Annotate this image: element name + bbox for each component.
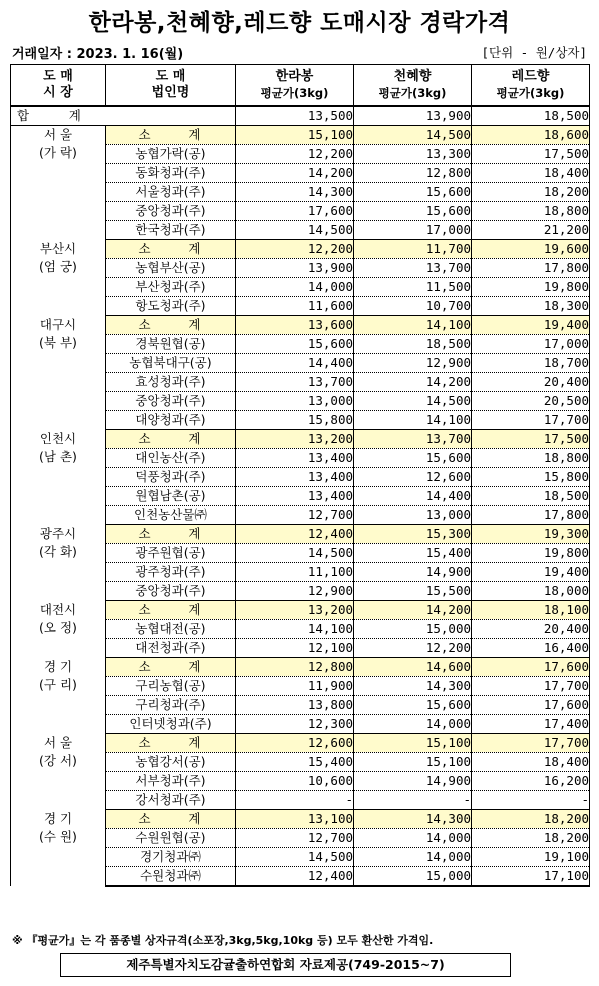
price-cheonhyehyang: 14,000 [354, 829, 472, 848]
price-redhyang: 21,200 [472, 221, 590, 240]
price-cheonhyehyang: 14,500 [354, 126, 472, 145]
price-redhyang: 18,800 [472, 449, 590, 468]
price-redhyang: - [472, 791, 590, 810]
price-redhyang: 20,400 [472, 373, 590, 392]
corp-name: 효성청과(주) [106, 373, 236, 392]
corp-header [106, 65, 236, 107]
price-redhyang: 19,400 [472, 563, 590, 582]
price-redhyang: 17,100 [472, 867, 590, 887]
price-hallabong: 15,600 [236, 335, 354, 354]
price-hallabong: 12,400 [236, 525, 354, 544]
price-cheonhyehyang: 14,300 [354, 677, 472, 696]
price-cheonhyehyang: 13,700 [354, 259, 472, 278]
note-mark: ※ [12, 934, 23, 947]
price-cheonhyehyang: 14,000 [354, 715, 472, 734]
header-row [11, 65, 590, 107]
price-redhyang: 17,400 [472, 715, 590, 734]
corp-name: 중앙청과(주) [106, 202, 236, 221]
market-header-line1: 도 매 [43, 69, 73, 84]
price-hallabong: 13,800 [236, 696, 354, 715]
market-name [11, 430, 106, 525]
price-hallabong: 12,700 [236, 829, 354, 848]
price-cheonhyehyang: 15,100 [354, 734, 472, 753]
price-cheonhyehyang: 15,600 [354, 202, 472, 221]
hallabong-header [236, 65, 354, 107]
corp-name: 대양청과(주) [106, 411, 236, 430]
price-hallabong: 13,400 [236, 449, 354, 468]
subtotal-row [11, 810, 590, 829]
price-cheonhyehyang: 17,000 [354, 221, 472, 240]
price-redhyang: 18,200 [472, 829, 590, 848]
subtotal-label: 소 계 [106, 316, 236, 335]
price-cheonhyehyang: 15,600 [354, 449, 472, 468]
price-hallabong: 12,200 [236, 145, 354, 164]
col-name: 천혜향 [393, 69, 432, 84]
price-hallabong: 12,300 [236, 715, 354, 734]
price-hallabong: 14,100 [236, 620, 354, 639]
price-table [10, 64, 590, 887]
corp-name: 대인농산(주) [106, 449, 236, 468]
col-name: 한라봉 [275, 69, 314, 84]
page-title: 한라봉,천혜향,레드향 도매시장 경락가격 [88, 10, 511, 36]
corp-name: 서울청과(주) [106, 183, 236, 202]
col-sub: 평균가(3kg) [496, 86, 565, 100]
corp-name: 농협강서(공) [106, 753, 236, 772]
price-redhyang: 18,400 [472, 753, 590, 772]
price-redhyang: 19,300 [472, 525, 590, 544]
source-box: 제주특별자치도감귤출하연합회 자료제공(749-2015~7) [60, 953, 511, 977]
market-name-line: (엄 궁) [39, 258, 77, 274]
price-redhyang: 17,600 [472, 658, 590, 677]
price-hallabong: 12,700 [236, 506, 354, 525]
price-cheonhyehyang: 14,900 [354, 563, 472, 582]
market-name-line: 대구시 [39, 316, 77, 332]
price-cheonhyehyang: 12,600 [354, 468, 472, 487]
market-name-line: (구 리) [39, 676, 77, 692]
price-redhyang: 15,800 [472, 468, 590, 487]
price-redhyang: 20,500 [472, 392, 590, 411]
price-hallabong: 13,100 [236, 810, 354, 829]
corp-name: 농협부산(공) [106, 259, 236, 278]
price-redhyang: 19,800 [472, 278, 590, 297]
corp-name: 인천농산물㈜ [106, 506, 236, 525]
price-cheonhyehyang: 15,600 [354, 183, 472, 202]
price-hallabong: 13,400 [236, 487, 354, 506]
market-name-line: 경 기 [43, 658, 73, 674]
corp-name: 구리농협(공) [106, 677, 236, 696]
price-cheonhyehyang: 15,100 [354, 753, 472, 772]
price-hallabong: 14,200 [236, 164, 354, 183]
market-name-line: (오 정) [39, 619, 77, 635]
price-cheonhyehyang: 12,900 [354, 354, 472, 373]
price-redhyang: 18,200 [472, 183, 590, 202]
corp-name: 인터넷청과(주) [106, 715, 236, 734]
price-hallabong: 14,500 [236, 221, 354, 240]
total-row [11, 106, 590, 126]
price-hallabong: - [236, 791, 354, 810]
price-cheonhyehyang: 15,000 [354, 620, 472, 639]
price-hallabong: 13,200 [236, 601, 354, 620]
corp-name: 중앙청과(주) [106, 392, 236, 411]
subtotal-label: 소 계 [106, 240, 236, 259]
corp-name: 구리청과(주) [106, 696, 236, 715]
price-cheonhyehyang: 14,300 [354, 810, 472, 829]
col-name: 레드향 [511, 69, 550, 84]
price-hallabong: 15,800 [236, 411, 354, 430]
price-hallabong: 13,900 [236, 259, 354, 278]
price-hallabong: 12,800 [236, 658, 354, 677]
price-cheonhyehyang: 10,700 [354, 297, 472, 316]
corp-name: 부산청과(주) [106, 278, 236, 297]
price-cheonhyehyang: 14,100 [354, 316, 472, 335]
price-cheonhyehyang: 14,400 [354, 487, 472, 506]
price-hallabong: 12,600 [236, 734, 354, 753]
price-cheonhyehyang: 12,800 [354, 164, 472, 183]
price-redhyang: 17,500 [472, 145, 590, 164]
price-hallabong: 12,100 [236, 639, 354, 658]
subtotal-label: 소 계 [106, 126, 236, 145]
price-cheonhyehyang: 14,200 [354, 373, 472, 392]
price-cheonhyehyang: 11,700 [354, 240, 472, 259]
market-header [11, 65, 106, 107]
price-redhyang: 19,800 [472, 544, 590, 563]
market-name [11, 601, 106, 658]
subtotal-row [11, 126, 590, 145]
unit-label: [단위 - 원/상자] [481, 45, 587, 60]
price-cheonhyehyang: 13,300 [354, 145, 472, 164]
price-redhyang: 17,700 [472, 411, 590, 430]
price-cheonhyehyang: 13,700 [354, 430, 472, 449]
price-hallabong: 11,600 [236, 297, 354, 316]
price-cheonhyehyang: - [354, 791, 472, 810]
corp-name: 항도청과(주) [106, 297, 236, 316]
subtotal-row [11, 601, 590, 620]
total-hallabong: 13,500 [236, 106, 354, 126]
price-cheonhyehyang: 15,400 [354, 544, 472, 563]
market-name-line: 서 울 [43, 127, 73, 142]
price-cheonhyehyang: 14,200 [354, 601, 472, 620]
corp-name: 중앙청과(주) [106, 582, 236, 601]
price-redhyang: 18,800 [472, 202, 590, 221]
price-hallabong: 12,200 [236, 240, 354, 259]
corp-name: 광주청과(주) [106, 563, 236, 582]
price-redhyang: 18,500 [472, 487, 590, 506]
price-hallabong: 14,500 [236, 848, 354, 867]
market-name-line: (각 화) [39, 543, 77, 559]
corp-name: 대전청과(주) [106, 639, 236, 658]
price-redhyang: 18,400 [472, 164, 590, 183]
price-cheonhyehyang: 12,200 [354, 639, 472, 658]
price-hallabong: 14,400 [236, 354, 354, 373]
price-redhyang: 18,300 [472, 297, 590, 316]
price-redhyang: 20,400 [472, 620, 590, 639]
price-hallabong: 13,700 [236, 373, 354, 392]
corp-name: 경기청과㈜ [106, 848, 236, 867]
price-redhyang: 17,800 [472, 259, 590, 278]
footnote [12, 932, 433, 948]
note-text: 『평균가』는 각 품종별 상자규격(소포장,3kg,5kg,10kg 등) 모두 환산한 가격임. [26, 934, 434, 947]
price-cheonhyehyang: 14,900 [354, 772, 472, 791]
price-hallabong: 15,400 [236, 753, 354, 772]
corp-name: 원협남촌(공) [106, 487, 236, 506]
price-cheonhyehyang: 14,500 [354, 392, 472, 411]
market-name-line: 대전시 [39, 601, 77, 617]
total-cheonhyehyang: 13,900 [354, 106, 472, 126]
market-name [11, 658, 106, 734]
price-redhyang: 17,600 [472, 696, 590, 715]
subtotal-row [11, 734, 590, 753]
price-redhyang: 17,000 [472, 335, 590, 354]
subtotal-label: 소 계 [106, 430, 236, 449]
subtotal-row [11, 240, 590, 259]
market-name [11, 126, 106, 240]
col-sub: 평균가(3kg) [378, 86, 447, 100]
subtotal-label: 소 계 [106, 734, 236, 753]
market-name-line: 부산시 [39, 240, 77, 256]
price-redhyang: 19,100 [472, 848, 590, 867]
subtotal-row [11, 316, 590, 335]
price-hallabong: 12,900 [236, 582, 354, 601]
price-hallabong: 11,100 [236, 563, 354, 582]
price-redhyang: 17,700 [472, 677, 590, 696]
corp-header-line1: 도 매 [155, 69, 186, 84]
corp-name: 서부청과(주) [106, 772, 236, 791]
price-cheonhyehyang: 13,000 [354, 506, 472, 525]
corp-name: 한국청과(주) [106, 221, 236, 240]
price-hallabong: 12,400 [236, 867, 354, 887]
market-name-line: 광주시 [39, 525, 77, 541]
price-redhyang: 18,700 [472, 354, 590, 373]
market-name-line: (강 서) [39, 752, 77, 768]
corp-name: 농협대전(공) [106, 620, 236, 639]
corp-name: 수원원협(공) [106, 829, 236, 848]
price-redhyang: 17,800 [472, 506, 590, 525]
corp-header-line2: 법인명 [151, 85, 190, 100]
price-hallabong: 11,900 [236, 677, 354, 696]
market-name-line: (남 촌) [39, 448, 77, 464]
total-redhyang: 18,500 [472, 106, 590, 126]
market-name [11, 525, 106, 601]
market-name [11, 316, 106, 430]
redhyang-header [472, 65, 590, 107]
corp-name: 농협북대구(공) [106, 354, 236, 373]
price-redhyang: 16,400 [472, 639, 590, 658]
subtotal-label: 소 계 [106, 658, 236, 677]
price-cheonhyehyang: 15,000 [354, 867, 472, 887]
corp-name: 덕풍청과(주) [106, 468, 236, 487]
price-redhyang: 18,100 [472, 601, 590, 620]
price-hallabong: 14,500 [236, 544, 354, 563]
price-hallabong: 15,100 [236, 126, 354, 145]
price-hallabong: 13,000 [236, 392, 354, 411]
subtotal-row [11, 525, 590, 544]
price-cheonhyehyang: 18,500 [354, 335, 472, 354]
cheonhyehyang-header [354, 65, 472, 107]
price-cheonhyehyang: 15,300 [354, 525, 472, 544]
market-name [11, 240, 106, 316]
market-header-line2: 시 장 [43, 85, 73, 100]
price-hallabong: 10,600 [236, 772, 354, 791]
corp-name: 광주원협(공) [106, 544, 236, 563]
price-hallabong: 13,400 [236, 468, 354, 487]
corp-name: 강서청과(주) [106, 791, 236, 810]
price-redhyang: 18,600 [472, 126, 590, 145]
market-name-line: (가 락) [39, 145, 77, 160]
price-redhyang: 17,500 [472, 430, 590, 449]
price-hallabong: 13,200 [236, 430, 354, 449]
price-hallabong: 14,000 [236, 278, 354, 297]
price-redhyang: 18,200 [472, 810, 590, 829]
price-hallabong: 13,600 [236, 316, 354, 335]
price-redhyang: 19,400 [472, 316, 590, 335]
market-name-line: 경 기 [43, 810, 73, 826]
corp-name: 경북원협(공) [106, 335, 236, 354]
market-name-line: 서 울 [43, 734, 73, 750]
market-name-line: 인천시 [39, 430, 77, 446]
price-cheonhyehyang: 14,000 [354, 848, 472, 867]
price-cheonhyehyang: 14,600 [354, 658, 472, 677]
trade-date: 거래일자 : 2023. 1. 16(월) [12, 47, 184, 62]
price-redhyang: 17,700 [472, 734, 590, 753]
col-sub: 평균가(3kg) [260, 86, 329, 100]
market-name [11, 810, 106, 887]
total-label: 합 계 [11, 106, 236, 126]
price-cheonhyehyang: 14,100 [354, 411, 472, 430]
market-name-line: (북 부) [39, 334, 77, 350]
price-cheonhyehyang: 15,600 [354, 696, 472, 715]
price-cheonhyehyang: 11,500 [354, 278, 472, 297]
price-redhyang: 16,200 [472, 772, 590, 791]
price-hallabong: 14,300 [236, 183, 354, 202]
subtotal-label: 소 계 [106, 810, 236, 829]
corp-name: 동화청과(주) [106, 164, 236, 183]
subtotal-row [11, 658, 590, 677]
corp-name: 수원청과㈜ [106, 867, 236, 887]
market-name [11, 734, 106, 810]
price-redhyang: 19,600 [472, 240, 590, 259]
corp-name: 농협가락(공) [106, 145, 236, 164]
subtotal-label: 소 계 [106, 525, 236, 544]
price-cheonhyehyang: 15,500 [354, 582, 472, 601]
subtotal-label: 소 계 [106, 601, 236, 620]
price-hallabong: 17,600 [236, 202, 354, 221]
market-name-line: (수 원) [39, 828, 77, 844]
subtotal-row [11, 430, 590, 449]
price-redhyang: 18,000 [472, 582, 590, 601]
